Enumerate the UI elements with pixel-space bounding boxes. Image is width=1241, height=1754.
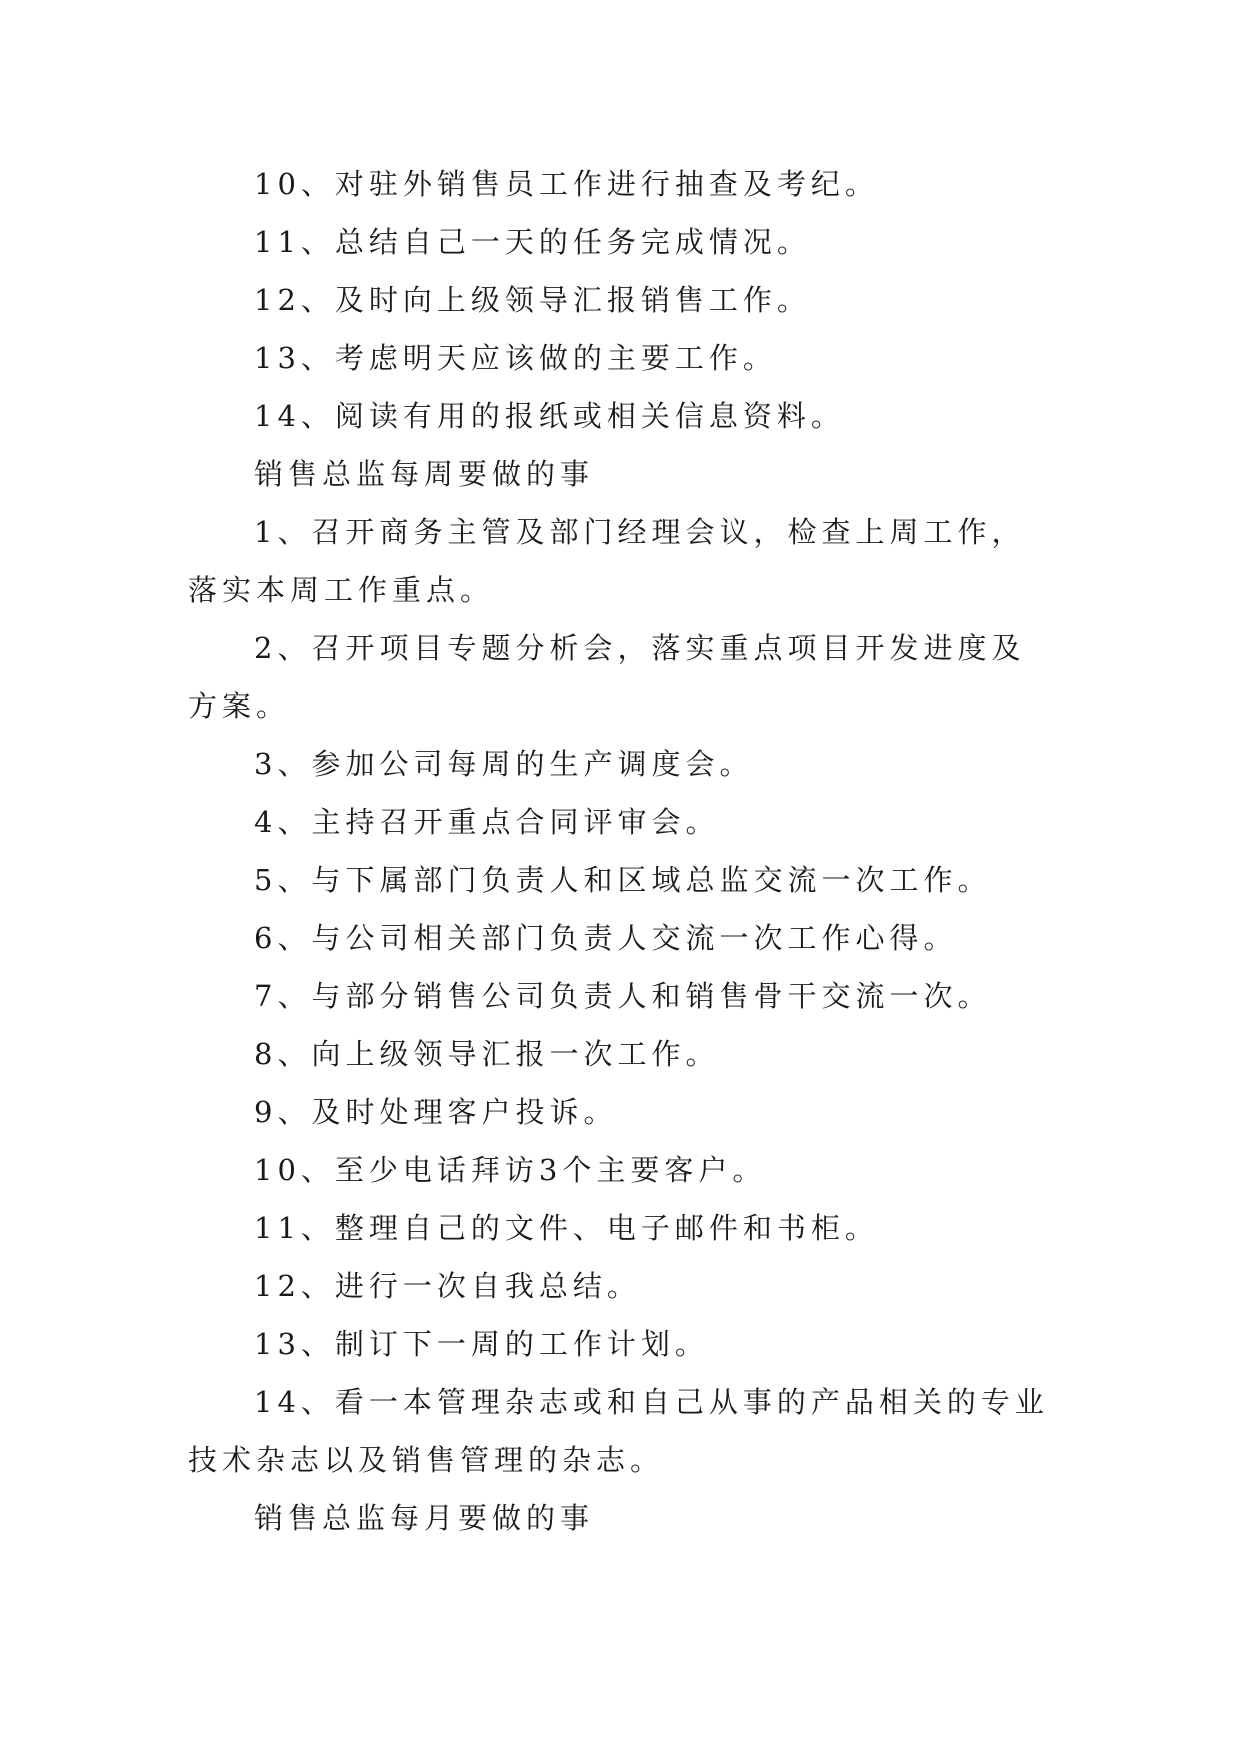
list-item-weekly-12: 12、进行一次自我总结。: [254, 1269, 641, 1303]
list-item-weekly-1: 1、召开商务主管及部门经理会议，检查上周工作，落实本周工作重点。: [188, 515, 1026, 607]
list-item-weekly-6: 6、与公司相关部门负责人交流一次工作心得。: [254, 921, 958, 955]
list-item-weekly-3: 3、参加公司每周的生产调度会。: [254, 747, 754, 781]
list-item-weekly-11: 11、整理自己的文件、电子邮件和书柜。: [254, 1211, 879, 1245]
list-item-weekly-9: 9、及时处理客户投诉。: [254, 1095, 618, 1129]
list-item-daily-10: 10、对驻外销售员工作进行抽查及考纪。: [254, 167, 879, 201]
list-item-weekly-13: 13、制订下一周的工作计划。: [254, 1327, 709, 1361]
list-item-daily-11: 11、总结自己一天的任务完成情况。: [254, 225, 811, 259]
list-item-weekly-14: 14、看一本管理杂志或和自己从事的产品相关的专业技术杂志以及销售管理的杂志。: [188, 1385, 1049, 1477]
section-heading-weekly: 销售总监每周要做的事: [254, 457, 595, 491]
list-item-daily-14: 14、阅读有用的报纸或相关信息资料。: [254, 399, 845, 433]
document-body: [188, 155, 1050, 1547]
list-item-weekly-8: 8、向上级领导汇报一次工作。: [254, 1037, 720, 1071]
list-item-daily-12: 12、及时向上级领导汇报销售工作。: [254, 283, 811, 317]
section-heading-monthly: 销售总监每月要做的事: [254, 1501, 595, 1535]
list-item-weekly-2: 2、召开项目专题分析会，落实重点项目开发进度及方案。: [188, 631, 1026, 723]
list-item-weekly-10: 10、至少电话拜访3个主要客户。: [254, 1153, 767, 1187]
list-item-weekly-7: 7、与部分销售公司负责人和销售骨干交流一次。: [254, 979, 992, 1013]
list-item-weekly-5: 5、与下属部门负责人和区域总监交流一次工作。: [254, 863, 992, 897]
list-item-weekly-4: 4、主持召开重点合同评审会。: [254, 805, 720, 839]
list-item-daily-13: 13、考虑明天应该做的主要工作。: [254, 341, 777, 375]
